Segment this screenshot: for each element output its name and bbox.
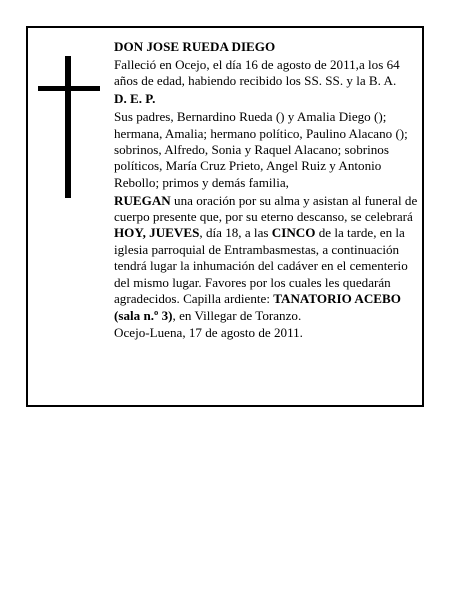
request-text-1: una oración por su alma y asistan al funeral de cuerpo presente que, por su eterno descanso, se celebrará bbox=[114, 192, 418, 225]
tanatorio-label: TANATORIO ACEBO (sala n.º 3) bbox=[114, 291, 401, 323]
deceased-name: DON JOSE RUEDA DIEGO bbox=[114, 39, 276, 54]
request-text-2: , día 18, a las bbox=[199, 225, 272, 241]
request-text-4: , en Villegar de Toranzo. bbox=[172, 307, 302, 323]
place-date: Ocejo-Luena, 17 de agosto de 2011. bbox=[114, 325, 303, 341]
notice-body bbox=[114, 39, 422, 343]
cross-horizontal-bar bbox=[38, 86, 100, 91]
rip-line: D. E. P. bbox=[114, 91, 156, 107]
hoy-jueves-label: HOY, JUEVES bbox=[114, 225, 200, 241]
request-text-3: de la tarde, en la iglesia parroquial de Entrambasmestas, a continuación tendrá lugar la inhumación del cadáver en el cementerio del mismo lugar. Favores por los cuales les quedarán agradecidos. Capilla ardiente: bbox=[114, 225, 408, 307]
death-details: Falleció en Ocejo, el día 16 de agosto de 2011,a los 64 años de edad, habiendo recibido los SS. SS. y la B. A. bbox=[114, 56, 400, 89]
obituary-notice bbox=[26, 26, 424, 407]
cross-icon bbox=[38, 56, 100, 198]
ruegan-label: RUEGAN bbox=[114, 192, 171, 208]
family-list: Sus padres, Bernardino Rueda () y Amalia Diego (); hermana, Amalia; hermano político, Paulino Alacano (); sobrinos, Alfredo, Sonia y Raquel Alacano; sobrinos políticos, María Cruz Prieto, Angel Ruiz y Antonio Rebollo; primos y demás familia, bbox=[114, 109, 408, 190]
funeral-request bbox=[114, 193, 422, 324]
cinco-label: CINCO bbox=[271, 225, 316, 241]
cross-vertical-bar bbox=[65, 56, 71, 198]
